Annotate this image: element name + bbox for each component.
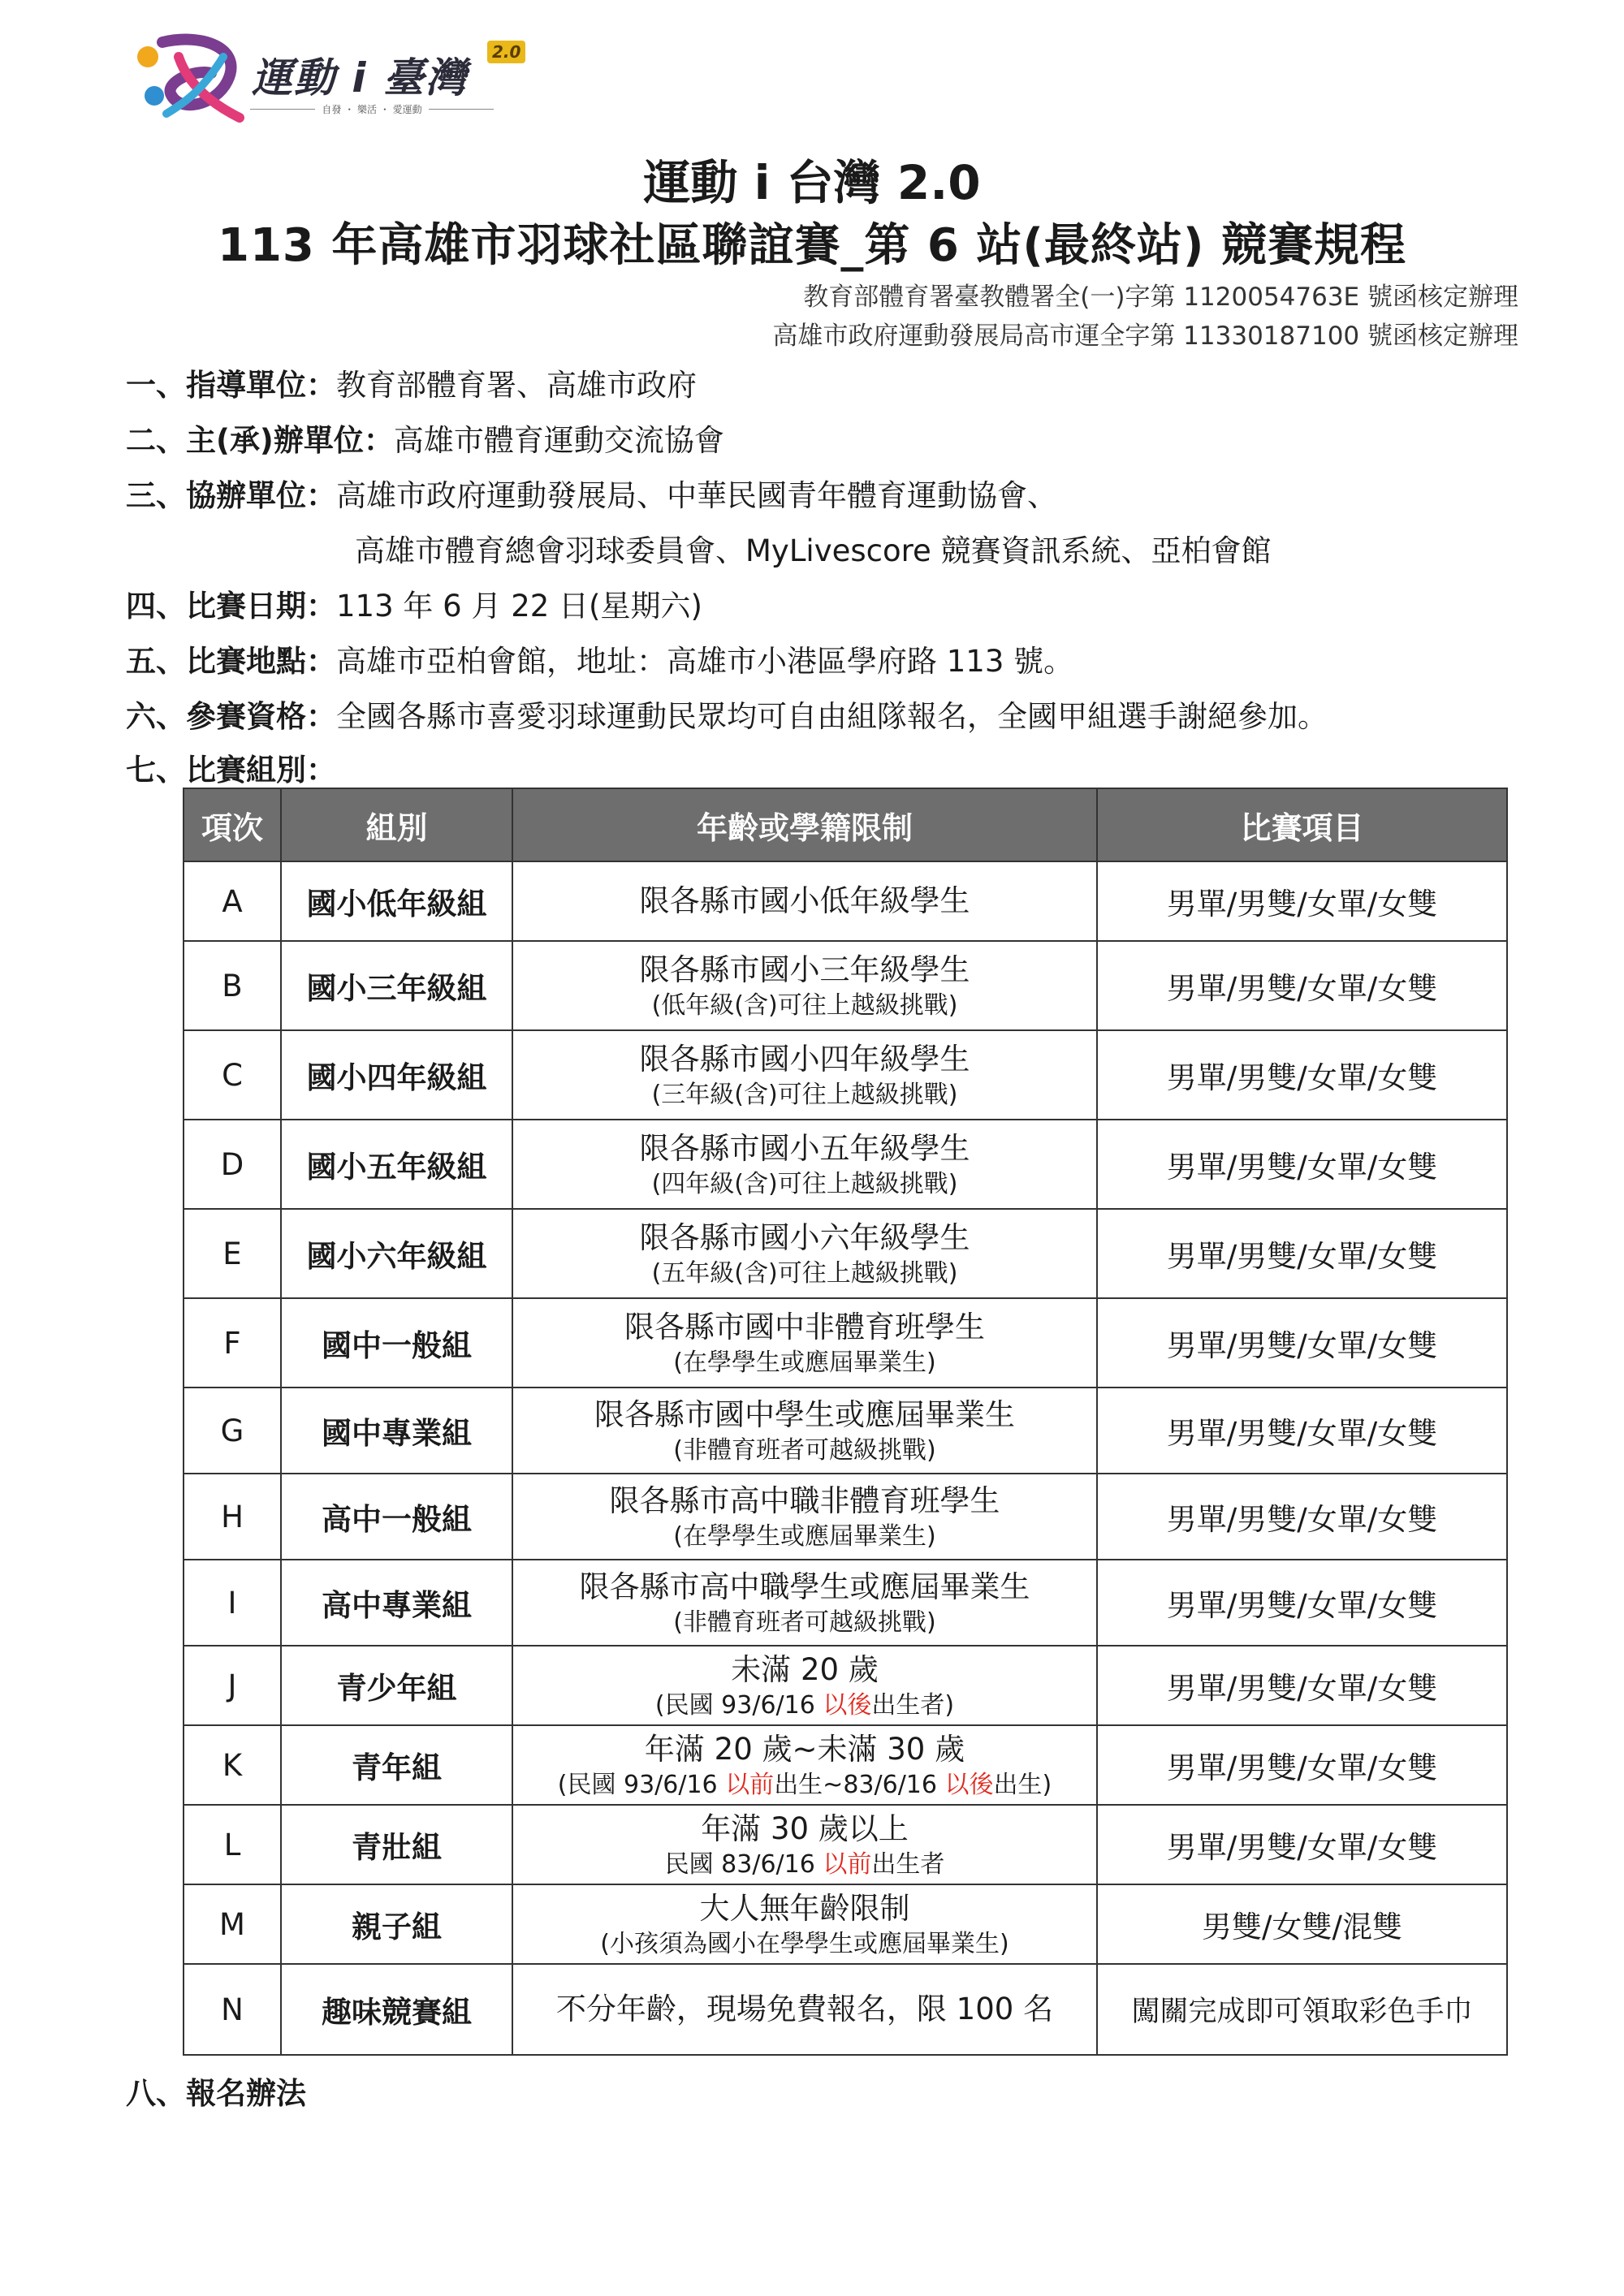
table-row	[184, 1120, 1507, 1209]
cell-limit	[512, 1560, 1097, 1646]
cell-code: E	[184, 1209, 281, 1298]
item-value: 高雄市體育運動交流協會	[393, 423, 724, 458]
item-organizer	[126, 416, 724, 460]
item-value: 高雄市亞柏會館，地址：高雄市小港區學府路 113 號。	[336, 644, 1074, 679]
cell-group: 國小六年級組	[281, 1209, 512, 1298]
limit-main: 不分年齡，現場免費報名，限 100 名	[555, 1992, 1054, 2026]
cell-group: 國小低年級組	[281, 861, 512, 941]
cell-limit	[512, 1646, 1097, 1725]
limit-note-text: 出生者	[871, 1850, 945, 1879]
table-row	[184, 1474, 1507, 1560]
limit-note	[513, 990, 1096, 1021]
cell-limit	[512, 1030, 1097, 1120]
table-header-row	[184, 788, 1507, 861]
table-row	[184, 1725, 1507, 1805]
cell-event: 男單/男雙/女單/女雙	[1097, 1298, 1507, 1388]
cell-limit	[512, 1298, 1097, 1388]
item-co-organizer-continued: 高雄市體育總會羽球委員會、MyLivescore 競賽資訊系統、亞柏會館	[355, 533, 1272, 568]
logo-mark-icon	[130, 24, 252, 130]
cell-code: I	[184, 1560, 281, 1646]
limit-note-text: (非體育班者可越級挑戰)	[673, 1436, 936, 1465]
cell-event: 男單/男雙/女單/女雙	[1097, 1560, 1507, 1646]
limit-note-text: 出生者)	[871, 1691, 955, 1720]
cell-code: G	[184, 1388, 281, 1474]
item-venue	[126, 637, 1073, 680]
cell-group: 趣味競賽組	[281, 1964, 512, 2055]
logo-slogan-text: 自發 ・ 樂活 ・ 愛運動	[322, 104, 422, 115]
header-cell: 項次	[184, 788, 281, 861]
page-subtitle: 113 年高雄市羽球社區聯誼賽_第 6 站(最終站) 競賽規程	[217, 219, 1407, 272]
cell-event: 男單/男雙/女單/女雙	[1097, 1120, 1507, 1209]
cell-code: H	[184, 1474, 281, 1560]
item-label: 一、指導單位：	[126, 368, 336, 403]
table-row	[184, 1298, 1507, 1388]
limit-note	[513, 1929, 1096, 1960]
cell-code: F	[184, 1298, 281, 1388]
item-label: 四、比賽日期：	[126, 589, 336, 624]
limit-main: 限各縣市高中職非體育班學生	[609, 1483, 1000, 1518]
cell-event: 男單/男雙/女單/女雙	[1097, 861, 1507, 941]
cell-event: 闖關完成即可領取彩色手巾	[1097, 1964, 1507, 2055]
cell-group: 高中一般組	[281, 1474, 512, 1560]
item-categories	[126, 745, 336, 789]
logo-text: 運動 i 臺灣	[252, 54, 468, 101]
item-label: 三、協辦單位：	[126, 478, 336, 513]
limit-note	[513, 1258, 1096, 1289]
cell-limit	[512, 1474, 1097, 1560]
cell-group: 青少年組	[281, 1646, 512, 1725]
limit-note-text: (非體育班者可越級挑戰)	[673, 1608, 936, 1637]
cell-group: 親子組	[281, 1884, 512, 1964]
cell-limit	[512, 861, 1097, 941]
limit-main: 限各縣市高中職學生或應屆畢業生	[579, 1569, 1030, 1604]
table-row	[184, 941, 1507, 1030]
limit-main: 限各縣市國小三年級學生	[639, 952, 970, 987]
limit-main: 年滿 20 歲~未滿 30 歲	[644, 1732, 965, 1767]
page-title: 運動 i 台灣 2.0	[643, 155, 981, 210]
cell-code: N	[184, 1964, 281, 2055]
limit-note-text: (在學學生或應屆畢業生)	[673, 1349, 936, 1377]
item-date	[126, 581, 702, 625]
header-cell: 年齡或學籍限制	[512, 788, 1097, 861]
limit-note-text: (四年級(含)可往上越級挑戰)	[651, 1170, 958, 1198]
limit-note-highlight: 以後	[944, 1771, 994, 1799]
cell-event: 男單/男雙/女單/女雙	[1097, 1805, 1507, 1884]
item-label: 七、比賽組別：	[126, 753, 336, 788]
limit-note	[513, 1608, 1096, 1638]
cell-group: 國小五年級組	[281, 1120, 512, 1209]
cell-code: B	[184, 941, 281, 1030]
cell-group: 國中專業組	[281, 1388, 512, 1474]
limit-note-text: (低年級(含)可往上越級挑戰)	[651, 991, 958, 1020]
limit-note	[513, 1169, 1096, 1200]
header-cell: 組別	[281, 788, 512, 861]
limit-note	[513, 1080, 1096, 1111]
item-eligibility	[126, 692, 1328, 736]
limit-note-highlight: 以前	[823, 1850, 872, 1879]
header-cell: 比賽項目	[1097, 788, 1507, 861]
limit-main: 限各縣市國小低年級學生	[639, 883, 970, 918]
item-value: 全國各縣市喜愛羽球運動民眾均可自由組隊報名，全國甲組選手謝絕參加。	[336, 699, 1328, 734]
cell-limit	[512, 941, 1097, 1030]
table-row	[184, 1964, 1507, 2055]
reference-line: 教育部體育署臺教體署全(一)字第 1120054763E 號函核定辦理	[803, 283, 1518, 312]
limit-note	[513, 1690, 1096, 1721]
limit-note-text: 出生~83/6/16	[774, 1771, 945, 1799]
item-value: 教育部體育署、高雄市政府	[336, 368, 697, 403]
cell-event: 男單/男雙/女單/女雙	[1097, 1646, 1507, 1725]
table-row	[184, 1884, 1507, 1964]
limit-main: 限各縣市國中學生或應屆畢業生	[594, 1397, 1015, 1432]
limit-note-text: 出生)	[993, 1771, 1052, 1799]
item-label: 六、參賽資格：	[126, 699, 336, 734]
cell-limit	[512, 1805, 1097, 1884]
limit-note-text: (民國 93/6/16	[654, 1691, 823, 1720]
logo-version-badge: 2.0	[487, 41, 525, 63]
cell-event: 男單/男雙/女單/女雙	[1097, 1388, 1507, 1474]
cell-limit	[512, 1964, 1097, 2055]
reference-line: 高雄市政府運動發展局高市運全字第 11330187100 號函核定辦理	[772, 322, 1518, 351]
cell-group: 青壯組	[281, 1805, 512, 1884]
cell-limit	[512, 1388, 1097, 1474]
cell-event: 男單/男雙/女單/女雙	[1097, 1474, 1507, 1560]
limit-note	[513, 1348, 1096, 1379]
cell-limit	[512, 1120, 1097, 1209]
limit-note	[513, 1770, 1096, 1801]
cell-event: 男雙/女雙/混雙	[1097, 1884, 1507, 1964]
cell-event: 男單/男雙/女單/女雙	[1097, 941, 1507, 1030]
cell-group: 國小四年級組	[281, 1030, 512, 1120]
limit-note-highlight: 以前	[725, 1771, 775, 1799]
limit-note-text: (在學學生或應屆畢業生)	[673, 1522, 936, 1551]
item-value: 高雄市政府運動發展局、中華民國青年體育運動協會、	[336, 478, 1057, 513]
limit-main: 限各縣市國小四年級學生	[639, 1042, 970, 1077]
cell-code: D	[184, 1120, 281, 1209]
item-registration: 八、報名辦法	[126, 2076, 306, 2111]
limit-note	[513, 1435, 1096, 1466]
limit-note-text: (三年級(含)可往上越級挑戰)	[651, 1081, 958, 1109]
limit-main: 限各縣市國小五年級學生	[639, 1131, 970, 1166]
cell-group: 青年組	[281, 1725, 512, 1805]
item-value: 113 年 6 月 22 日(星期六)	[336, 589, 702, 624]
table-row	[184, 1560, 1507, 1646]
table-row	[184, 1805, 1507, 1884]
table-row	[184, 1030, 1507, 1120]
cell-group: 國中一般組	[281, 1298, 512, 1388]
table-row	[184, 861, 1507, 941]
cell-group: 高中專業組	[281, 1560, 512, 1646]
cell-event: 男單/男雙/女單/女雙	[1097, 1209, 1507, 1298]
item-label: 二、主(承)辦單位：	[126, 423, 394, 458]
limit-note	[513, 1849, 1096, 1880]
item-label: 五、比賽地點：	[126, 644, 336, 679]
cell-limit	[512, 1725, 1097, 1805]
cell-event: 男單/男雙/女單/女雙	[1097, 1030, 1507, 1120]
limit-main: 大人無年齡限制	[699, 1891, 910, 1926]
cell-code: L	[184, 1805, 281, 1884]
cell-group: 國小三年級組	[281, 941, 512, 1030]
cell-code: A	[184, 861, 281, 941]
limit-main: 年滿 30 歲以上	[701, 1811, 909, 1846]
cell-code: K	[184, 1725, 281, 1805]
logo	[130, 24, 552, 130]
category-table	[183, 788, 1508, 2056]
table-row	[184, 1646, 1507, 1725]
table-row	[184, 1209, 1507, 1298]
limit-note-text: (五年級(含)可往上越級挑戰)	[651, 1259, 958, 1288]
item-co-organizer	[126, 471, 1057, 515]
limit-note-text: (小孩須為國小在學學生或應屆畢業生)	[600, 1930, 1009, 1958]
limit-main: 限各縣市國小六年級學生	[639, 1220, 970, 1255]
limit-main: 限各縣市國中非體育班學生	[624, 1310, 985, 1344]
cell-limit	[512, 1884, 1097, 1964]
cell-event: 男單/男雙/女單/女雙	[1097, 1725, 1507, 1805]
cell-code: J	[184, 1646, 281, 1725]
item-guiding-unit	[126, 360, 697, 404]
limit-note	[513, 1521, 1096, 1552]
cell-limit	[512, 1209, 1097, 1298]
limit-note-highlight: 以後	[823, 1691, 872, 1720]
logo-slogan	[250, 102, 494, 116]
limit-main: 未滿 20 歲	[731, 1652, 879, 1687]
cell-code: M	[184, 1884, 281, 1964]
table-row	[184, 1388, 1507, 1474]
cell-code: C	[184, 1030, 281, 1120]
limit-note-text: 民國 83/6/16	[664, 1850, 823, 1879]
limit-note-text: (民國 93/6/16	[557, 1771, 726, 1799]
